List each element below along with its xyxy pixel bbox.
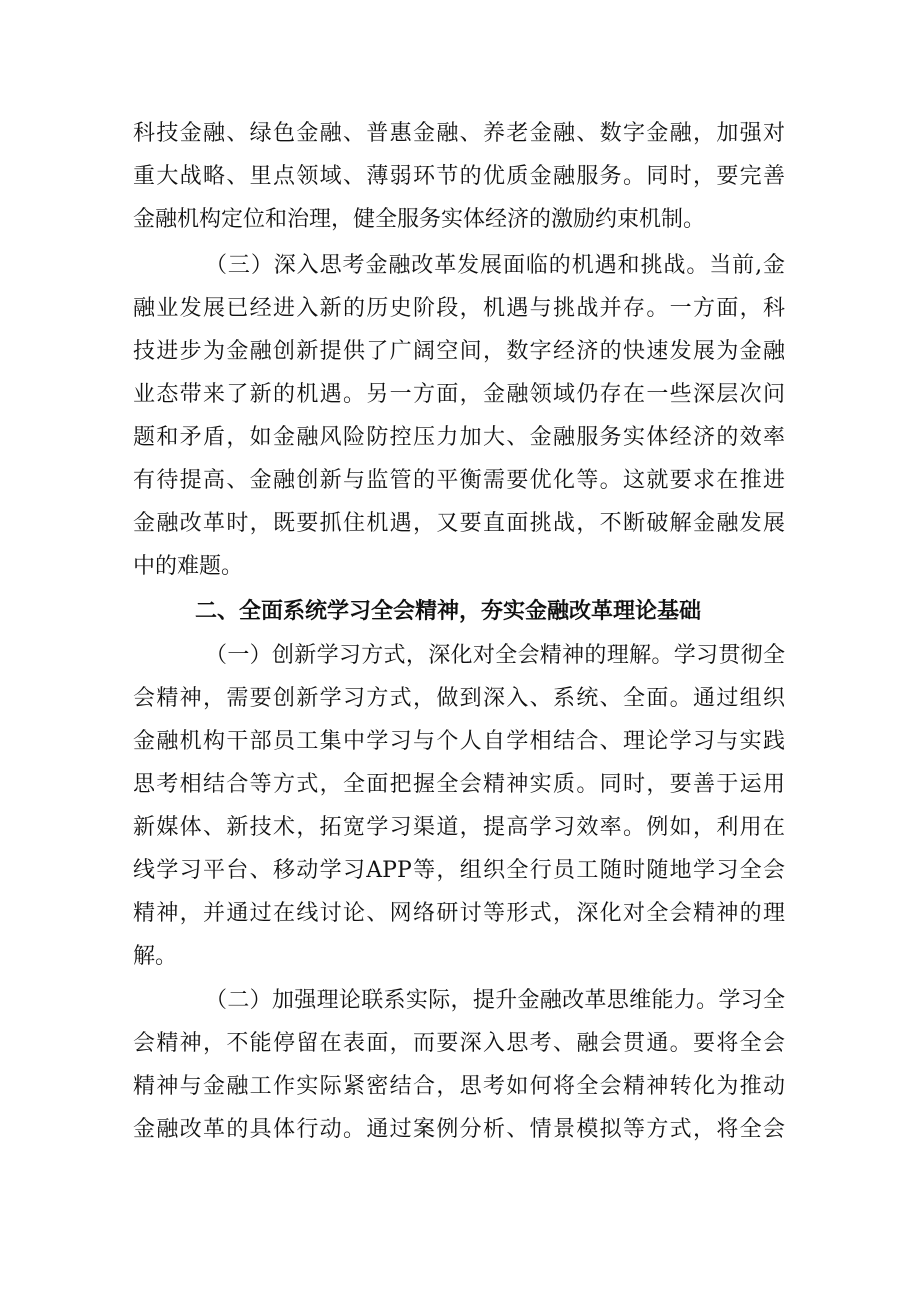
paragraph-line: 线学习平台、移动学习APP等，组织全行员工随时随地学习全会 xyxy=(133,858,785,883)
paragraph-line: 有待提高、金融创新与监管的平衡需要优化等。这就要求在推进 xyxy=(133,468,785,493)
section-heading: 二、全面系统学习全会精神，夯实金融改革理论基础 xyxy=(195,599,702,624)
paragraph-line: 金融改革时，既要抓住机遇，又要直面挑战，不断破解金融发展 xyxy=(133,511,785,536)
paragraph-line: 中的难题。 xyxy=(133,554,244,579)
paragraph-line: （一）创新学习方式，深化对全会精神的理解。学习贯彻全 xyxy=(205,643,785,668)
paragraph-line: 技进步为金融创新提供了广阔空间，数字经济的快速发展为金融 xyxy=(133,339,785,364)
paragraph-line: 解。 xyxy=(133,944,178,969)
paragraph-line: 会精神，需要创新学习方式，做到深入、系统、全面。通过组织 xyxy=(133,686,785,711)
paragraph-line: 会精神，不能停留在表面，而要深入思考、融会贯通。要将全会 xyxy=(133,1031,785,1056)
paragraph-line: 金融改革的具体行动。通过案例分析、情景模拟等方式，将全会 xyxy=(133,1117,785,1142)
paragraph-line: 重大战略、里点领域、薄弱环节的优质金融服务。同时，要完善 xyxy=(133,164,785,189)
paragraph-line: 精神，并通过在线讨论、网络研讨等形式，深化对全会精神的理 xyxy=(133,901,785,926)
paragraph-line: （三）深入思考金融改革发展面临的机遇和挑战。当前,金 xyxy=(205,253,785,278)
paragraph-line: 融业发展已经进入新的历史阶段，机遇与挑战并存。一方面，科 xyxy=(133,296,785,321)
paragraph-line: 业态带来了新的机遇。另一方面，金融领域仍存在一些深层次问 xyxy=(133,382,785,407)
paragraph-line: 题和矛盾，如金融风险防控压力加大、金融服务实体经济的效率 xyxy=(133,425,785,450)
paragraph-line: 精神与金融工作实际紧密结合，思考如何将全会精神转化为推动 xyxy=(133,1074,785,1099)
paragraph-line: 新媒体、新技术，拓宽学习渠道，提高学习效率。例如，利用在 xyxy=(133,815,785,840)
paragraph-line: 科技金融、绿色金融、普惠金融、养老金融、数字金融，加强对 xyxy=(133,121,785,146)
paragraph-line: 金融机构干部员工集中学习与个人自学相结合、理论学习与实践 xyxy=(133,729,785,754)
paragraph-line: （二）加强理论联系实际，提升金融改革思维能力。学习全 xyxy=(205,988,785,1013)
paragraph-line: 思考相结合等方式，全面把握全会精神实质。同时，要善于运用 xyxy=(133,772,785,797)
paragraph-line: 金融机构定位和治理，健全服务实体经济的激励约束机制。 xyxy=(133,207,706,232)
